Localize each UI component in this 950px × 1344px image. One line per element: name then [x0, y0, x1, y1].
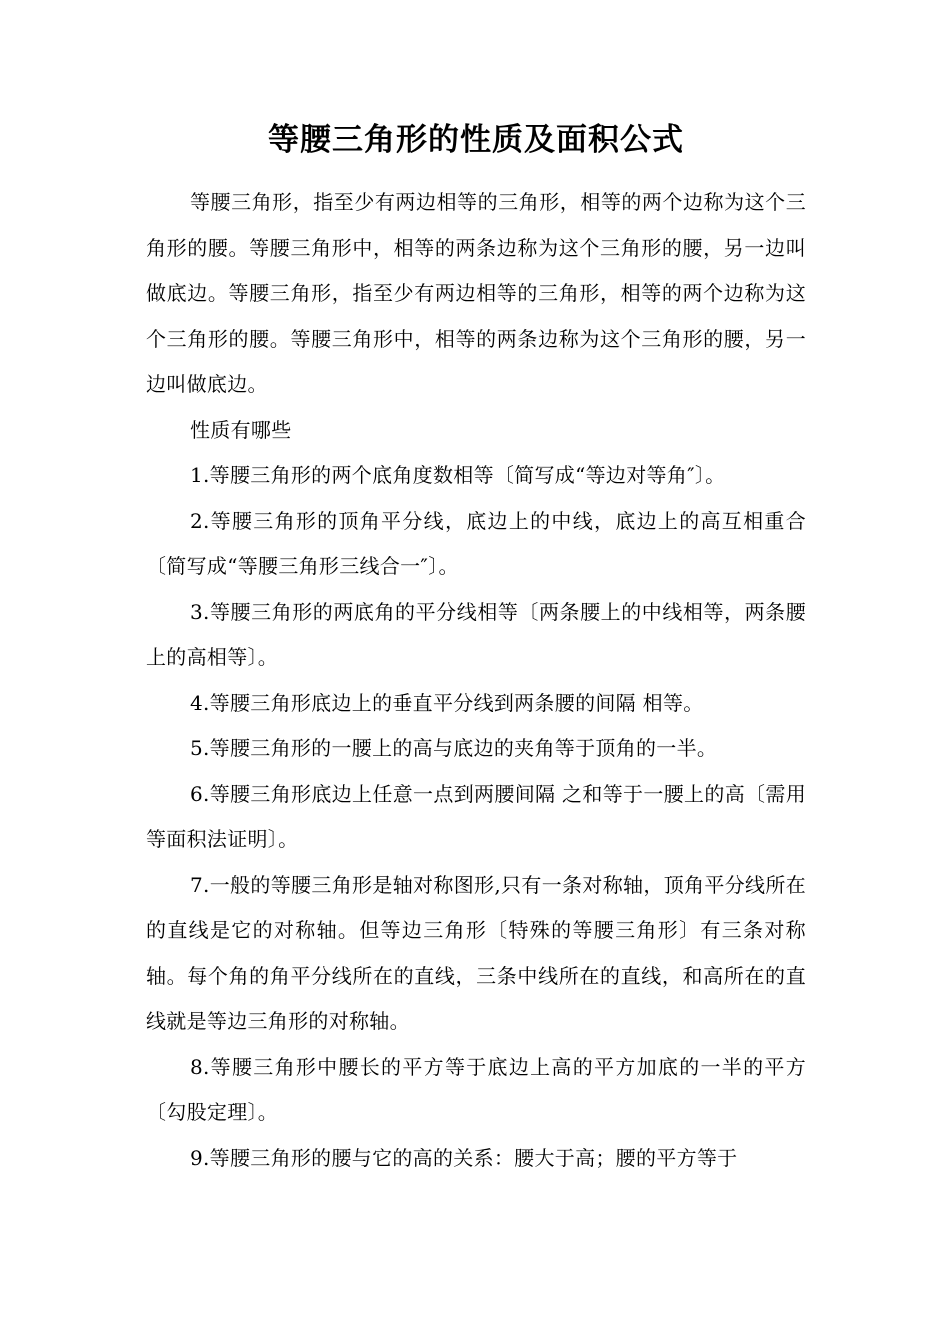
property-item-4: 4.等腰三角形底边上的垂直平分线到两条腰的间隔 相等。 — [190, 690, 704, 715]
property-item-2: 2.等腰三角形的顶角平分线，底边上的中线，底边上的高互相重合〔简写成“等腰三角形三线合一″〕。 — [146, 508, 806, 578]
property-item-5: 5.等腰三角形的一腰上的高与底边的夹角等于顶角的一半。 — [190, 736, 718, 760]
property-item-6: 6.等腰三角形底边上任意一点到两腰间隔 之和等于一腰上的高〔需用等面积法证明〕。 — [146, 781, 806, 851]
document-title: 等腰三角形的性质及面积公式 — [268, 122, 684, 158]
document-body — [146, 180, 806, 1181]
property-item-8: 8.等腰三角形中腰长的平方等于底边上高的平方加底的一半的平方〔勾股定理〕。 — [146, 1054, 806, 1124]
property-item-3: 3.等腰三角形的两底角的平分线相等〔两条腰上的中线相等，两条腰上的高相等〕。 — [146, 599, 806, 669]
property-item-7: 7.一般的等腰三角形是轴对称图形,只有一条对称轴，顶角平分线所在的直线是它的对称轴。但等边三角形〔特殊的等腰三角形〕有三条对称轴。每个角的角平分线所在的直线，三条中线所在的直线，和高所在的直线就是等边三角形的对称轴。 — [146, 872, 806, 1033]
property-item-1: 1.等腰三角形的两个底角度数相等〔简写成“等边对等角″〕。 — [190, 463, 726, 487]
property-item-9: 9.等腰三角形的腰与它的高的关系：腰大于高；腰的平方等于 — [190, 1145, 738, 1170]
section-heading-properties: 性质有哪些 — [190, 417, 292, 442]
paragraph-intro: 等腰三角形，指至少有两边相等的三角形，相等的两个边称为这个三角形的腰。等腰三角形中，相等的两条边称为这个三角形的腰，另一边叫做底边。等腰三角形，指至少有两边相等的三角形，相等的两个边称为这个三角形的腰。等腰三角形中，相等的两条边称为这个三角形的腰，另一边叫做底边。 — [146, 190, 806, 396]
